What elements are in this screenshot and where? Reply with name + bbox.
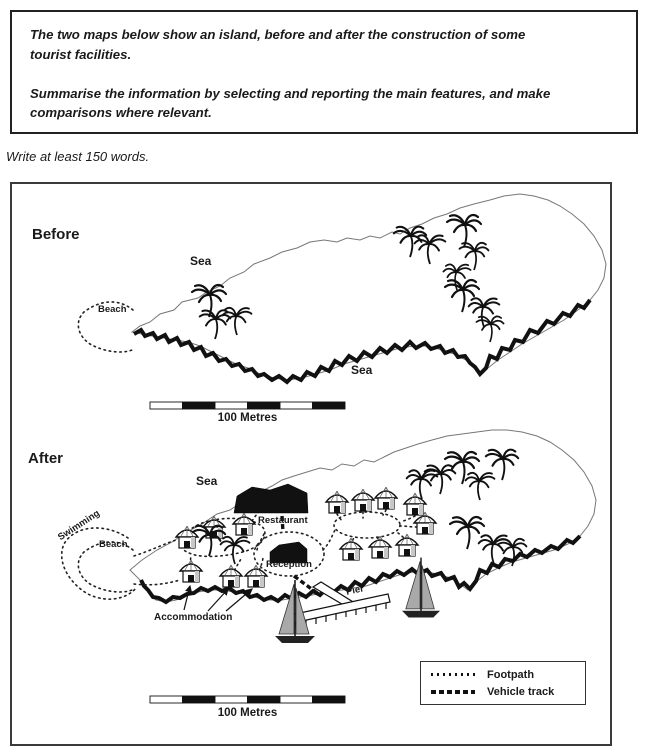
after-beach-label: Beach: [99, 539, 128, 550]
before-map: [78, 194, 606, 409]
legend-footpath-row: [431, 669, 575, 681]
before-sea-north-label: Sea: [190, 254, 212, 268]
swimming-label: Swimming: [56, 507, 102, 543]
restaurant-label: Restaurant: [258, 515, 308, 526]
map-legend: [420, 661, 586, 705]
legend-vehicle-track-row: [431, 686, 575, 698]
before-beach-label: Beach: [98, 304, 127, 315]
vehicle-track-line-icon: [431, 690, 475, 694]
legend-footpath-label: Footpath: [487, 668, 535, 681]
legend-vehicle-track-label: Vehicle track: [487, 685, 555, 698]
before-scale-label: 100 Metres: [217, 412, 278, 424]
after-scale-label: 100 Metres: [217, 707, 278, 719]
after-sea-label: Sea: [196, 474, 218, 488]
map-frame: [10, 182, 612, 746]
before-map-title: Before: [32, 226, 80, 243]
map-art: [12, 184, 610, 744]
task-prompt-box: [10, 10, 638, 134]
reception-label: Reception: [266, 559, 312, 570]
footpath-line-icon: [431, 673, 475, 676]
word-count-instruction: Write at least 150 words.: [6, 149, 150, 164]
scale-bar-after: [150, 696, 345, 703]
prompt-line-2: Summarise the information by selecting and reporting the main features, and make comparisons where relevant.: [30, 85, 551, 121]
accommodation-label: Accommodation: [154, 612, 233, 623]
pier-label: Pier: [345, 583, 365, 598]
after-island: [130, 430, 596, 602]
prompt-line-1: The two maps below show an island, before and after the construction of some tourist facilities.: [30, 27, 526, 62]
after-map-title: After: [28, 450, 64, 467]
scale-bar-before: [150, 402, 345, 409]
before-sea-south-label: Sea: [351, 363, 373, 377]
